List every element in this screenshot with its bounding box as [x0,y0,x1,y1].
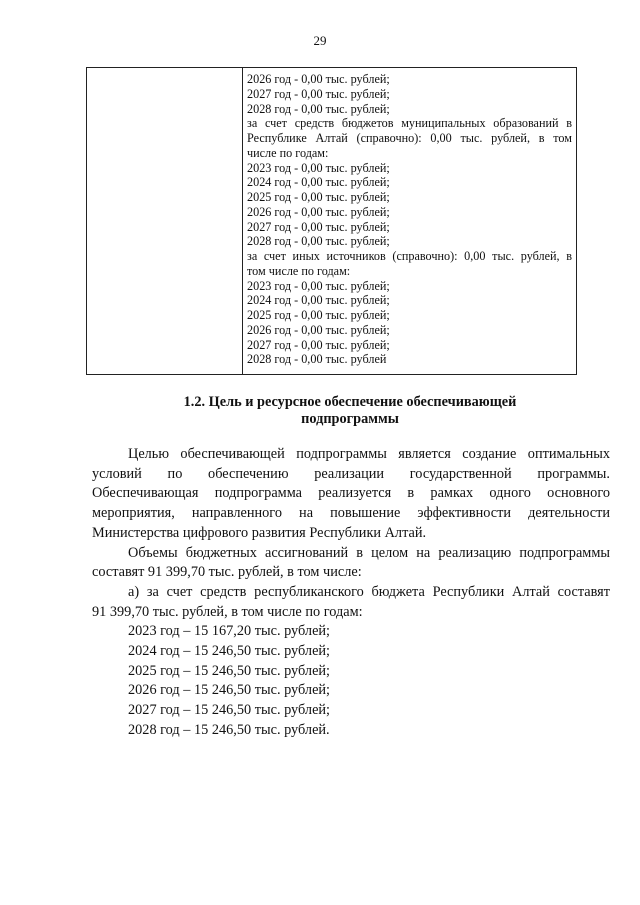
section-heading-line-1: 1.2. Цель и ресурсное обеспечение обеспечивающей [183,394,517,410]
table-line: 2024 год - 0,00 тыс. рублей; [247,175,390,190]
table-line: 2025 год - 0,00 тыс. рублей; [247,190,390,204]
table-line: 2028 год - 0,00 тыс. рублей; [247,234,390,249]
body-line: а) за счет средств республиканского бюджета Республики Алтай составят [128,583,610,600]
body-line: Целью обеспечивающей подпрограммы является создание оптимальных [128,446,610,462]
body-line: составят 91 399,70 тыс. рублей, в том числе: [92,564,362,581]
section-heading-line-2: подпрограммы [301,411,399,427]
body-line: Министерства цифрового развития Республики Алтай. [92,524,427,541]
body-line: мероприятия, направленного на повышение эффективности деятельности [92,505,610,522]
table-line: 2025 год - 0,00 тыс. рублей; [247,308,390,322]
table-line: 2026 год - 0,00 тыс. рублей; [247,72,390,86]
body-text [92,445,610,741]
table-line: за счет средств бюджетов муниципальных образований в [247,116,572,131]
table-line: 2027 год - 0,00 тыс. рублей; [247,86,390,101]
table-line: 2026 год - 0,00 тыс. рублей; [247,204,390,219]
table-line: числе по годам: [247,145,329,160]
body-line: 2026 год – 15 246,50 тыс. рублей; [128,682,331,699]
table-line: том числе по годам: [247,263,351,278]
page-number: 29 [313,33,327,48]
body-line: Обеспечивающая подпрограмма реализуется в рамках одного основного [92,485,610,502]
body-line: 2023 год – 15 167,20 тыс. рублей; [128,623,331,640]
table-line: за счет иных источников (справочно): 0,00 тыс. рублей, в [247,249,572,263]
table-line: 2028 год - 0,00 тыс. рублей [247,352,387,367]
body-line: 2024 год – 15 246,50 тыс. рублей; [128,643,331,660]
body-line: 2027 год – 15 246,50 тыс. рублей; [128,702,331,719]
body-line: 91 399,70 тыс. рублей, в том числе по годам: [92,603,363,620]
funding-table [86,67,577,375]
table-line: 2027 год - 0,00 тыс. рублей; [247,337,390,352]
table-line: 2026 год - 0,00 тыс. рублей; [247,322,390,337]
table-line: 2023 год - 0,00 тыс. рублей; [247,278,390,293]
table-line: 2024 год - 0,00 тыс. рублей; [247,293,390,308]
table-left-cell [87,68,243,374]
table-line: 2028 год - 0,00 тыс. рублей; [247,101,390,116]
body-line: 2028 год – 15 246,50 тыс. рублей. [128,721,330,738]
table-right-cell [243,68,576,374]
body-line: условий по обеспечению реализации государственной программы. [92,465,610,482]
table-line: 2027 год - 0,00 тыс. рублей; [247,219,390,234]
body-line: 2025 год – 15 246,50 тыс. рублей; [128,662,331,679]
table-line: 2023 год - 0,00 тыс. рублей; [247,160,390,175]
body-line: Объемы бюджетных ассигнований в целом на реализацию подпрограммы [128,544,610,561]
table-line: Республике Алтай (справочно): 0,00 тыс. рублей, в том [247,131,572,145]
section-heading [60,394,640,428]
